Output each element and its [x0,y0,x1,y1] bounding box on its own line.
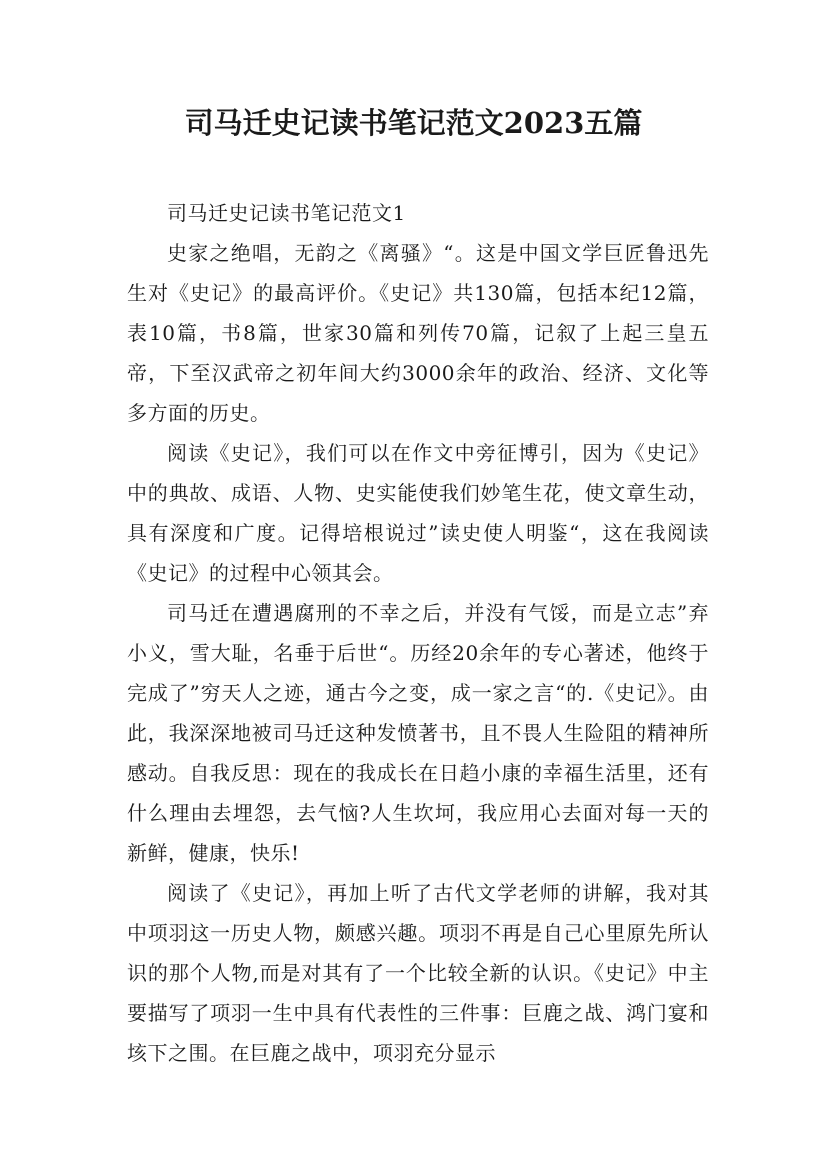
paragraph: 阅读《史记》，我们可以在作文中旁征博引，因为《史记》中的典故、成语、人物、史实能使我们妙笔生花，使文章生动，具有深度和广度。记得培根说过”读史使人明鉴“，这在我阅读《史记》的过程中心领其会。 [127,441,709,585]
document-title: 司马迁史记读书笔记范文2023五篇 [184,106,643,140]
section-heading: 司马迁史记读书笔记范文1 [167,201,406,225]
paragraph: 司马迁在遭遇腐刑的不幸之后，并没有气馁，而是立志”弃小义，雪大耻，名垂于后世“。历经20余年的专心著述，他终于完成了”穷天人之迹，通古今之变，成一家之言“的.《史记》。由此，我深深地被司马迁这种发愤著书，且不畏人生险阻的精神所感动。自我反思：现在的我成长在日趋小康的幸福生活里，还有什么理由去埋怨，去气恼?人生坎坷，我应用心去面对每一天的新鲜，健康，快乐! [127,601,709,865]
paragraph: 阅读了《史记》，再加上听了古代文学老师的讲解，我对其中项羽这一历史人物，颇感兴趣。项羽不再是自己心里原先所认识的那个人物,而是对其有了一个比较全新的认识。《史记》中主要描写了项羽一生中具有代表性的三件事：巨鹿之战、鸿门宴和垓下之围。在巨鹿之战中，项羽充分显示 [127,881,709,1065]
paragraph: 史家之绝唱，无韵之《离骚》“。这是中国文学巨匠鲁迅先生对《史记》的最高评价。《史记》共130篇，包括本纪12篇，表10篇，书8篇，世家30篇和列传70篇，记叙了上起三皇五帝，下至汉武帝之初年间大约3000余年的政治、经济、文化等多方面的历史。 [127,241,709,425]
document-body [127,193,709,1073]
